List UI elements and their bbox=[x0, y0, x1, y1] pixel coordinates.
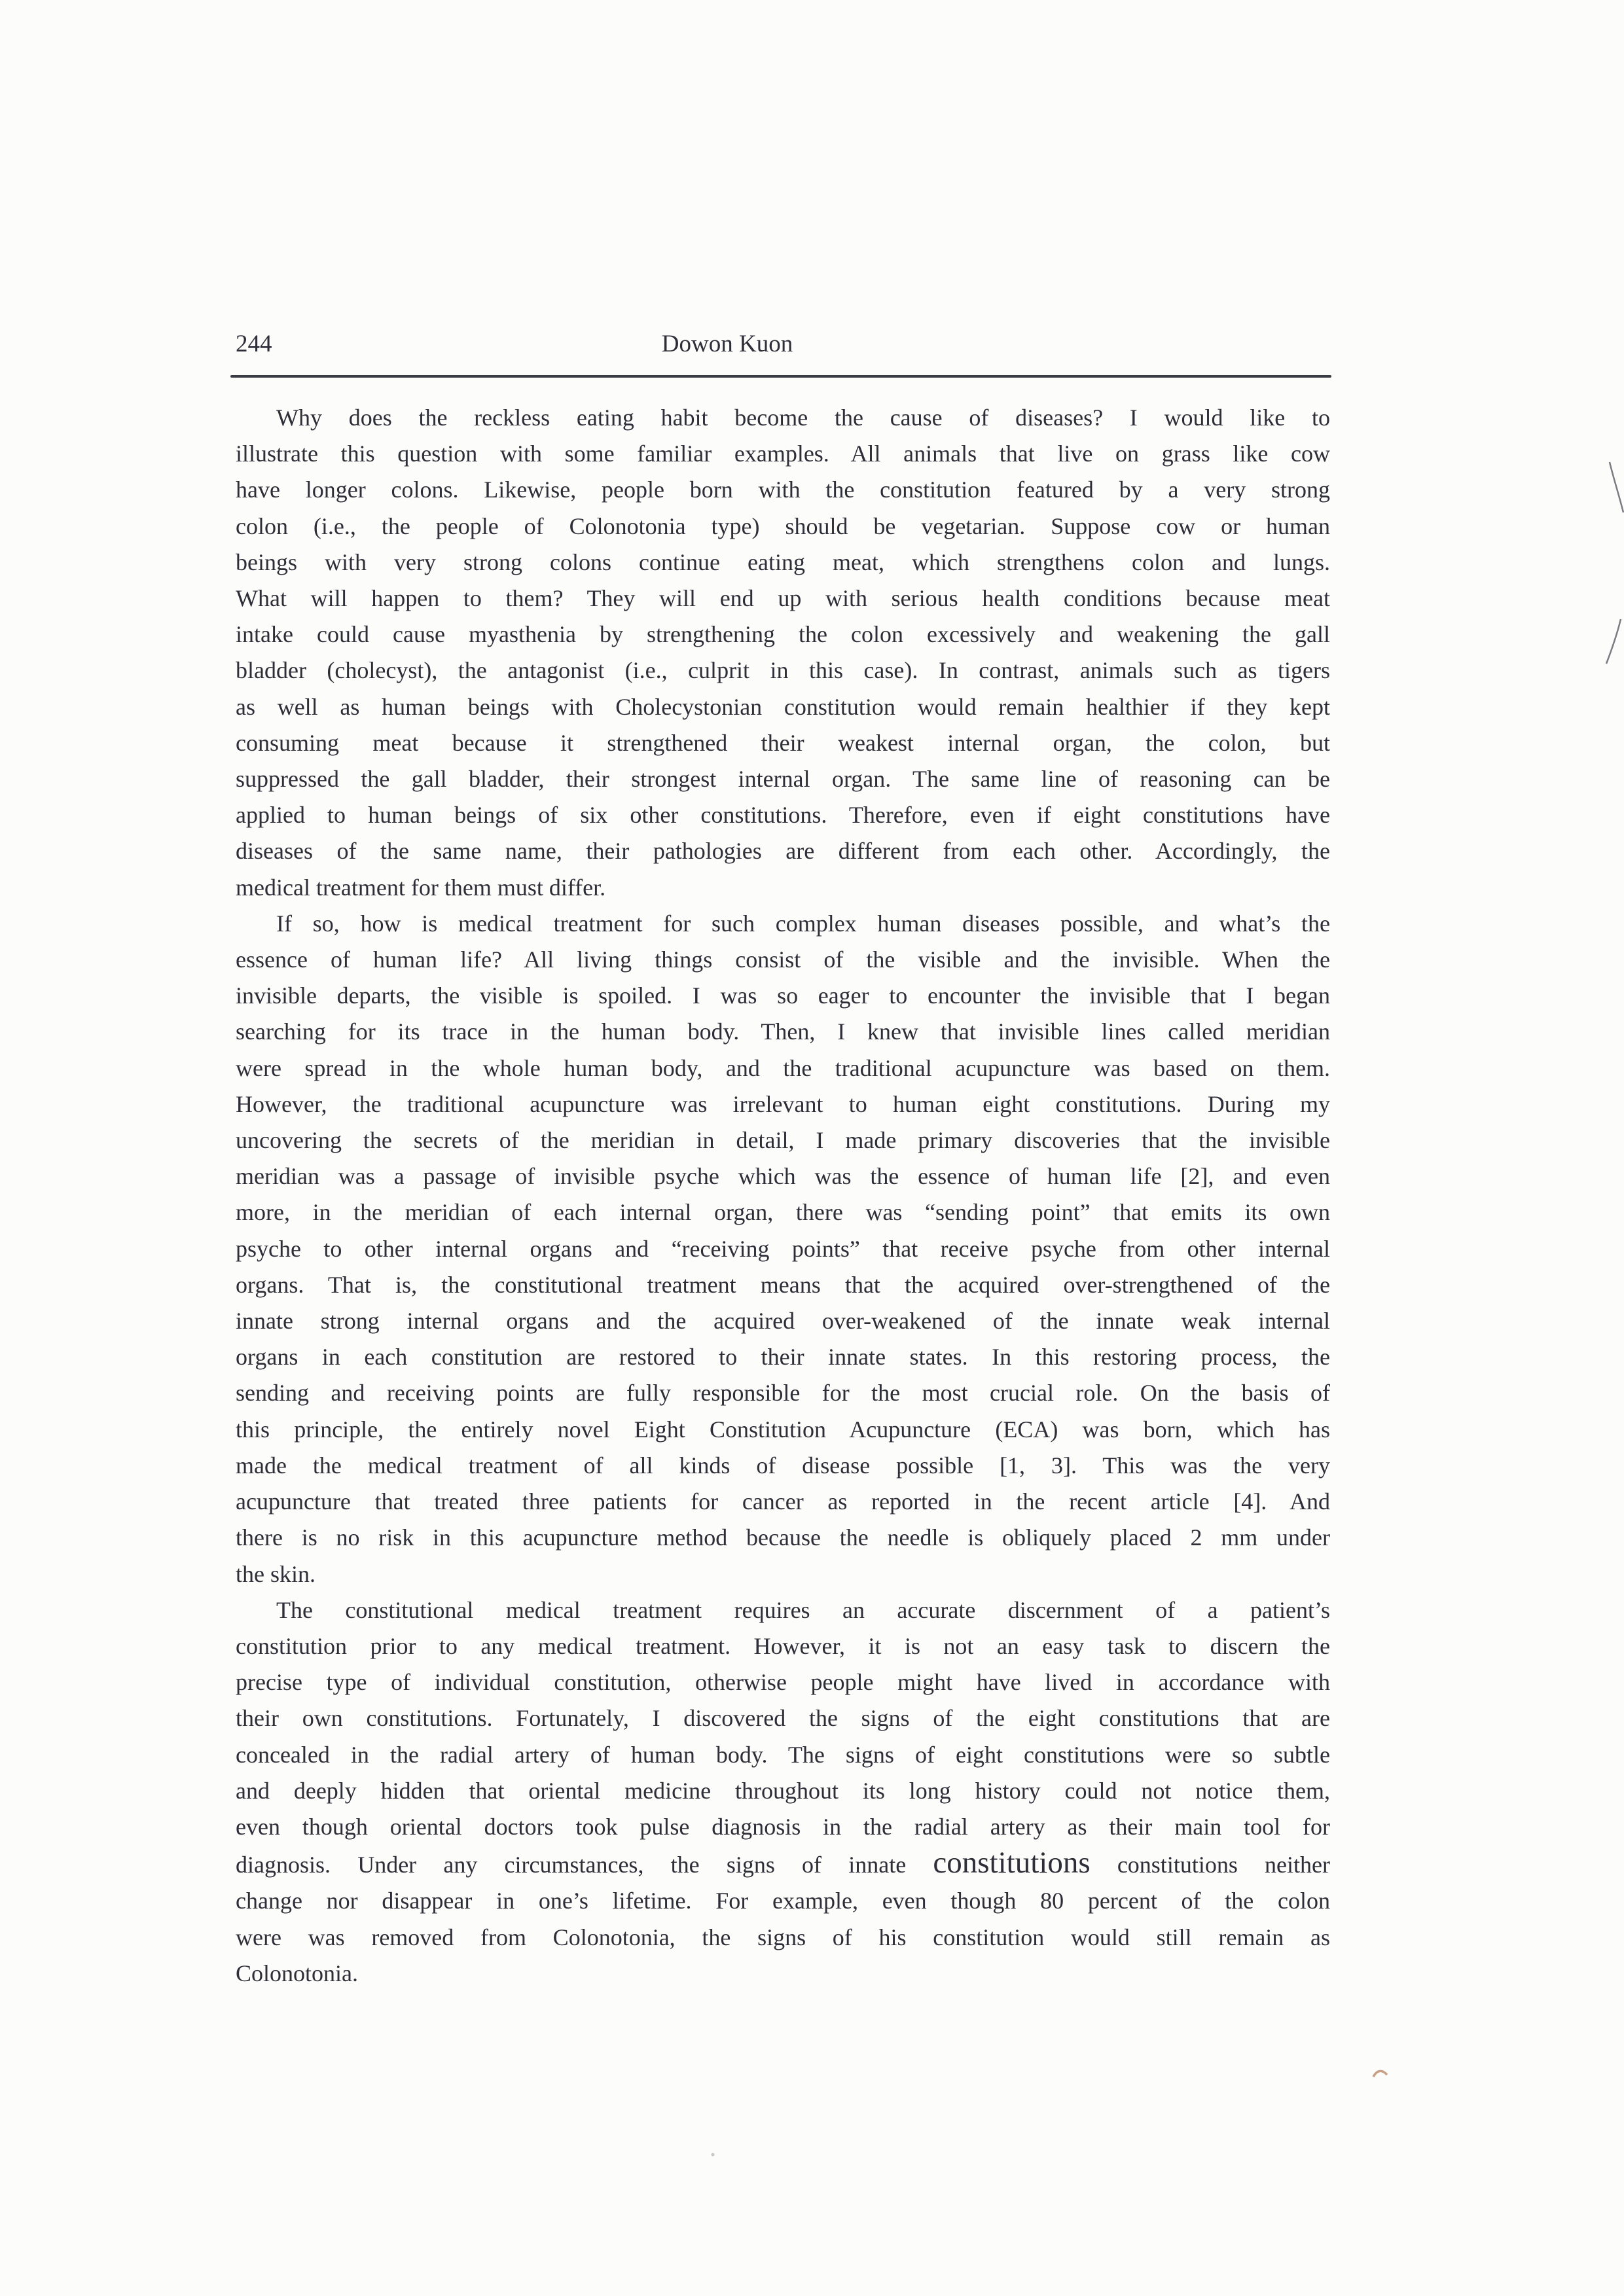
text-line: meridian was a passage of invisible psyche which was the essence of human life [2], and even bbox=[236, 1163, 1330, 1190]
text-line: constitution prior to any medical treatment. However, it is not an easy task to discern the bbox=[236, 1632, 1330, 1659]
text-line: suppressed the gall bladder, their strongest internal organ. The same line of reasoning can be bbox=[236, 766, 1330, 793]
text-line: this principle, the entirely novel Eight Constitution Acupuncture (ECA) was born, which has bbox=[236, 1416, 1330, 1443]
text-segment: constitutions neither bbox=[1090, 1852, 1330, 1878]
scan-artifact-stroke bbox=[1606, 460, 1624, 516]
text-line: have longer colons. Likewise, people born with the constitution featured by a very strong bbox=[236, 476, 1330, 503]
paragraph bbox=[236, 400, 1330, 906]
text-segment: diagnosis. Under any circumstances, the signs of innate bbox=[236, 1852, 933, 1878]
paragraph bbox=[236, 1592, 1330, 1992]
text-line: diseases of the same name, their pathologies are different from each other. Accordingly, the bbox=[236, 838, 1330, 865]
text-line: psyche to other internal organs and “receiving points” that receive psyche from other internal bbox=[236, 1235, 1330, 1262]
text-line: invisible departs, the visible is spoiled. I was so eager to encounter the invisible that I began bbox=[236, 982, 1330, 1009]
text-line: organs in each constitution are restored to their innate states. In this restoring process, the bbox=[236, 1344, 1330, 1371]
text-line: innate strong internal organs and the acquired over-weakened of the innate weak internal bbox=[236, 1308, 1330, 1335]
text-line: organs. That is, the constitutional treatment means that the acquired over-strengthened of the bbox=[236, 1271, 1330, 1298]
text-line: were spread in the whole human body, and the traditional acupuncture was based on them. bbox=[236, 1054, 1330, 1081]
text-line: colon (i.e., the people of Colonotonia type) should be vegetarian. Suppose cow or human bbox=[236, 512, 1330, 539]
text-line: Colonotonia. bbox=[236, 1960, 358, 1986]
oversized-word: constitutions bbox=[933, 1846, 1091, 1880]
text-line: even though oriental doctors took pulse diagnosis in the radial artery as their main tool for bbox=[236, 1813, 1330, 1840]
page-header bbox=[236, 330, 1330, 363]
text-line: change nor disappear in one’s lifetime. For example, even though 80 percent of the colon bbox=[236, 1888, 1330, 1914]
text-line: and deeply hidden that oriental medicine throughout its long history could not notice them, bbox=[236, 1777, 1330, 1804]
text-line: uncovering the secrets of the meridian in detail, I made primary discoveries that the invisible bbox=[236, 1127, 1330, 1154]
text-line: there is no risk in this acupuncture method because the needle is obliquely placed 2 mm under bbox=[236, 1524, 1330, 1551]
text-line: medical treatment for them must differ. bbox=[236, 874, 606, 901]
text-line: concealed in the radial artery of human body. The signs of eight constitutions were so subtle bbox=[236, 1741, 1330, 1768]
text-line: applied to human beings of six other constitutions. Therefore, even if eight constitutions have bbox=[236, 802, 1330, 829]
running-title: Dowon Kuon bbox=[661, 331, 793, 357]
text-line: more, in the meridian of each internal organ, there was “sending point” that emits its own bbox=[236, 1199, 1330, 1226]
text-line: If so, how is medical treatment for such complex human diseases possible, and what’s the bbox=[276, 910, 1330, 937]
text-line: acupuncture that treated three patients for cancer as reported in the recent article [4]. And bbox=[236, 1488, 1330, 1515]
text-line bbox=[236, 1845, 1330, 1883]
text-line: the skin. bbox=[236, 1560, 316, 1587]
text-line: The constitutional medical treatment requires an accurate discernment of a patient’s bbox=[276, 1596, 1330, 1623]
scan-artifact-squiggle bbox=[1372, 2068, 1394, 2081]
paragraph bbox=[236, 906, 1330, 1592]
text-line: essence of human life? All living things consist of the visible and the invisible. When the bbox=[236, 946, 1330, 973]
text-line: What will happen to them? They will end up with serious health conditions because meat bbox=[236, 585, 1330, 612]
text-line: made the medical treatment of all kinds of disease possible [1, 3]. This was the very bbox=[236, 1452, 1330, 1479]
text-line: bladder (cholecyst), the antagonist (i.e., culprit in this case). In contrast, animals such as tigers bbox=[236, 657, 1330, 684]
text-line: consuming meat because it strengthened their weakest internal organ, the colon, but bbox=[236, 729, 1330, 756]
text-line: were was removed from Colonotonia, the signs of his constitution would still remain as bbox=[236, 1924, 1330, 1950]
text-line: as well as human beings with Cholecystonian constitution would remain healthier if they kept bbox=[236, 693, 1330, 720]
header-rule bbox=[230, 375, 1331, 378]
scan-artifact-stroke bbox=[1604, 617, 1623, 667]
text-line: Why does the reckless eating habit become the cause of diseases? I would like to bbox=[276, 404, 1330, 431]
text-line: illustrate this question with some familiar examples. All animals that live on grass like cow bbox=[236, 440, 1330, 467]
text-line: precise type of individual constitution, otherwise people might have lived in accordance with bbox=[236, 1669, 1330, 1696]
text-line: intake could cause myasthenia by strengthening the colon excessively and weakening the gall bbox=[236, 621, 1330, 648]
text-line: sending and receiving points are fully responsible for the most crucial role. On the basis of bbox=[236, 1380, 1330, 1407]
page-body bbox=[236, 400, 1330, 1992]
text-line: their own constitutions. Fortunately, I discovered the signs of the eight constitutions that are bbox=[236, 1705, 1330, 1732]
text-line: beings with very strong colons continue eating meat, which strengthens colon and lungs. bbox=[236, 548, 1330, 575]
scan-artifact-dot bbox=[710, 2152, 715, 2157]
text-line: However, the traditional acupuncture was irrelevant to human eight constitutions. During my bbox=[236, 1090, 1330, 1117]
page-number: 244 bbox=[236, 331, 272, 357]
text-line: searching for its trace in the human body. Then, I knew that invisible lines called meridian bbox=[236, 1018, 1330, 1045]
